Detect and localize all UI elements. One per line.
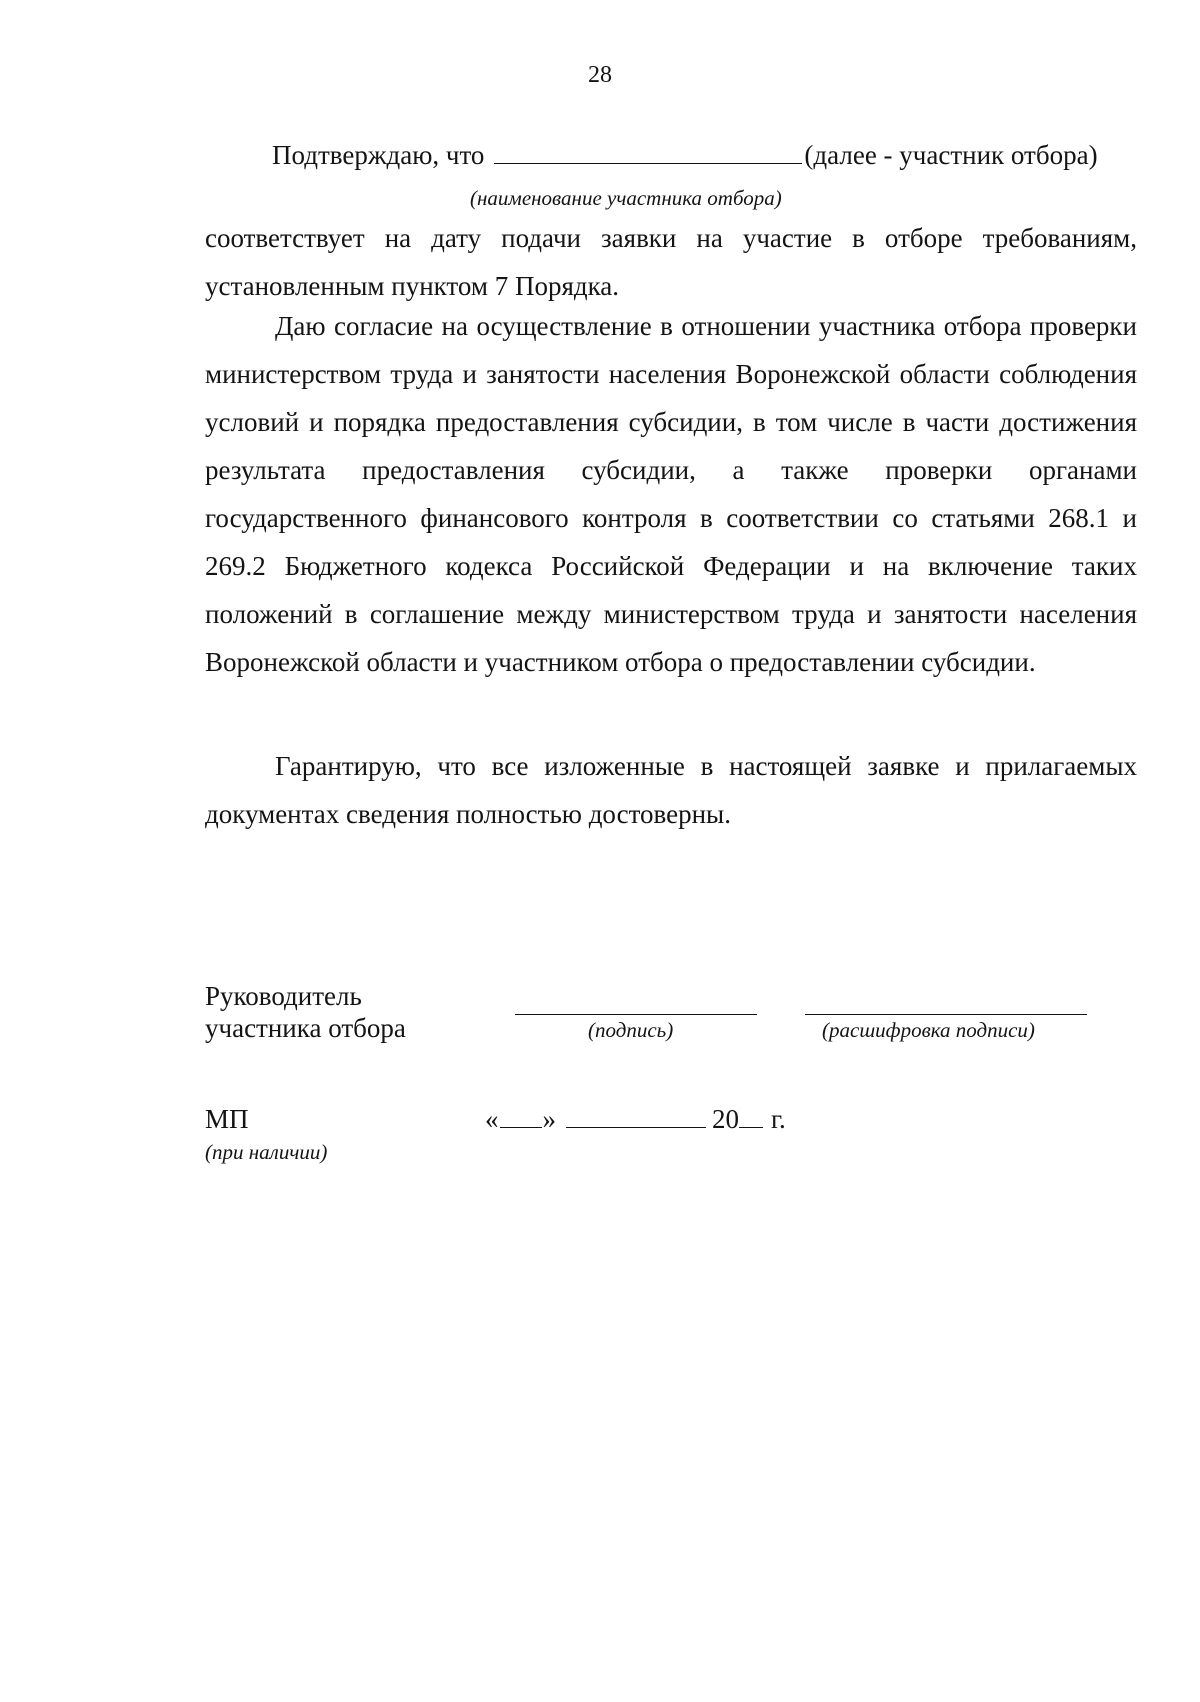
date-open-quote: « [485,1104,499,1134]
paragraph-guarantee: Гарантирую, что все изложенные в настоящей заявке и прилагаемых документах сведения полностью достоверны. [205,751,1137,829]
date-day-blank [500,1105,542,1128]
participant-name-blank [494,141,802,164]
date-year-blank [739,1105,763,1128]
stamp-label: МП [205,1104,249,1134]
paragraph-consent: Даю согласие на осуществление в отношении участника отбора проверки министерством труда и занятости населения Воронежской области соблюдения условий и порядка предоставления субсидии, в том числе в части достижения результата предоставления субсидии, а также проверки органами государственного финансового контроля в соответствии со статьями 268.1 и 269.2 Бюджетного кодекса Российской Федерации и на включение таких положений в соглашение между министерством труда и занятости населения Воронежской области и участником отбора о предоставлении субсидии. [205,311,1137,677]
paragraph-compliance: соответствует на дату подачи заявки на участие в отборе требованиям, установленным пунктом 7 Порядка. [205,223,1137,301]
confirm-prefix: Подтверждаю, что [272,140,485,170]
date-year-prefix: 20 [712,1104,739,1134]
signatory-label-line2: участника отбора [205,1013,406,1043]
stamp-hint: (при наличии) [205,1140,328,1164]
date-close-quote: » [542,1104,556,1134]
signature-hint: (подпись) [588,1018,674,1042]
signature-decode-hint: (расшифровка подписи) [822,1018,1035,1042]
date-line [485,1104,786,1135]
confirm-line [272,140,1132,171]
signatory-label [205,980,406,1044]
page-number: 28 [588,62,612,88]
signature-decode-blank [805,1014,1087,1015]
confirm-suffix: (далее - участник отбора) [804,140,1098,170]
signatory-label-line1: Руководитель [205,981,362,1011]
participant-name-hint: (наименование участника отбора) [470,186,782,210]
date-month-blank [566,1105,706,1128]
date-year-suffix: г. [771,1104,786,1134]
signature-blank [515,1014,757,1015]
